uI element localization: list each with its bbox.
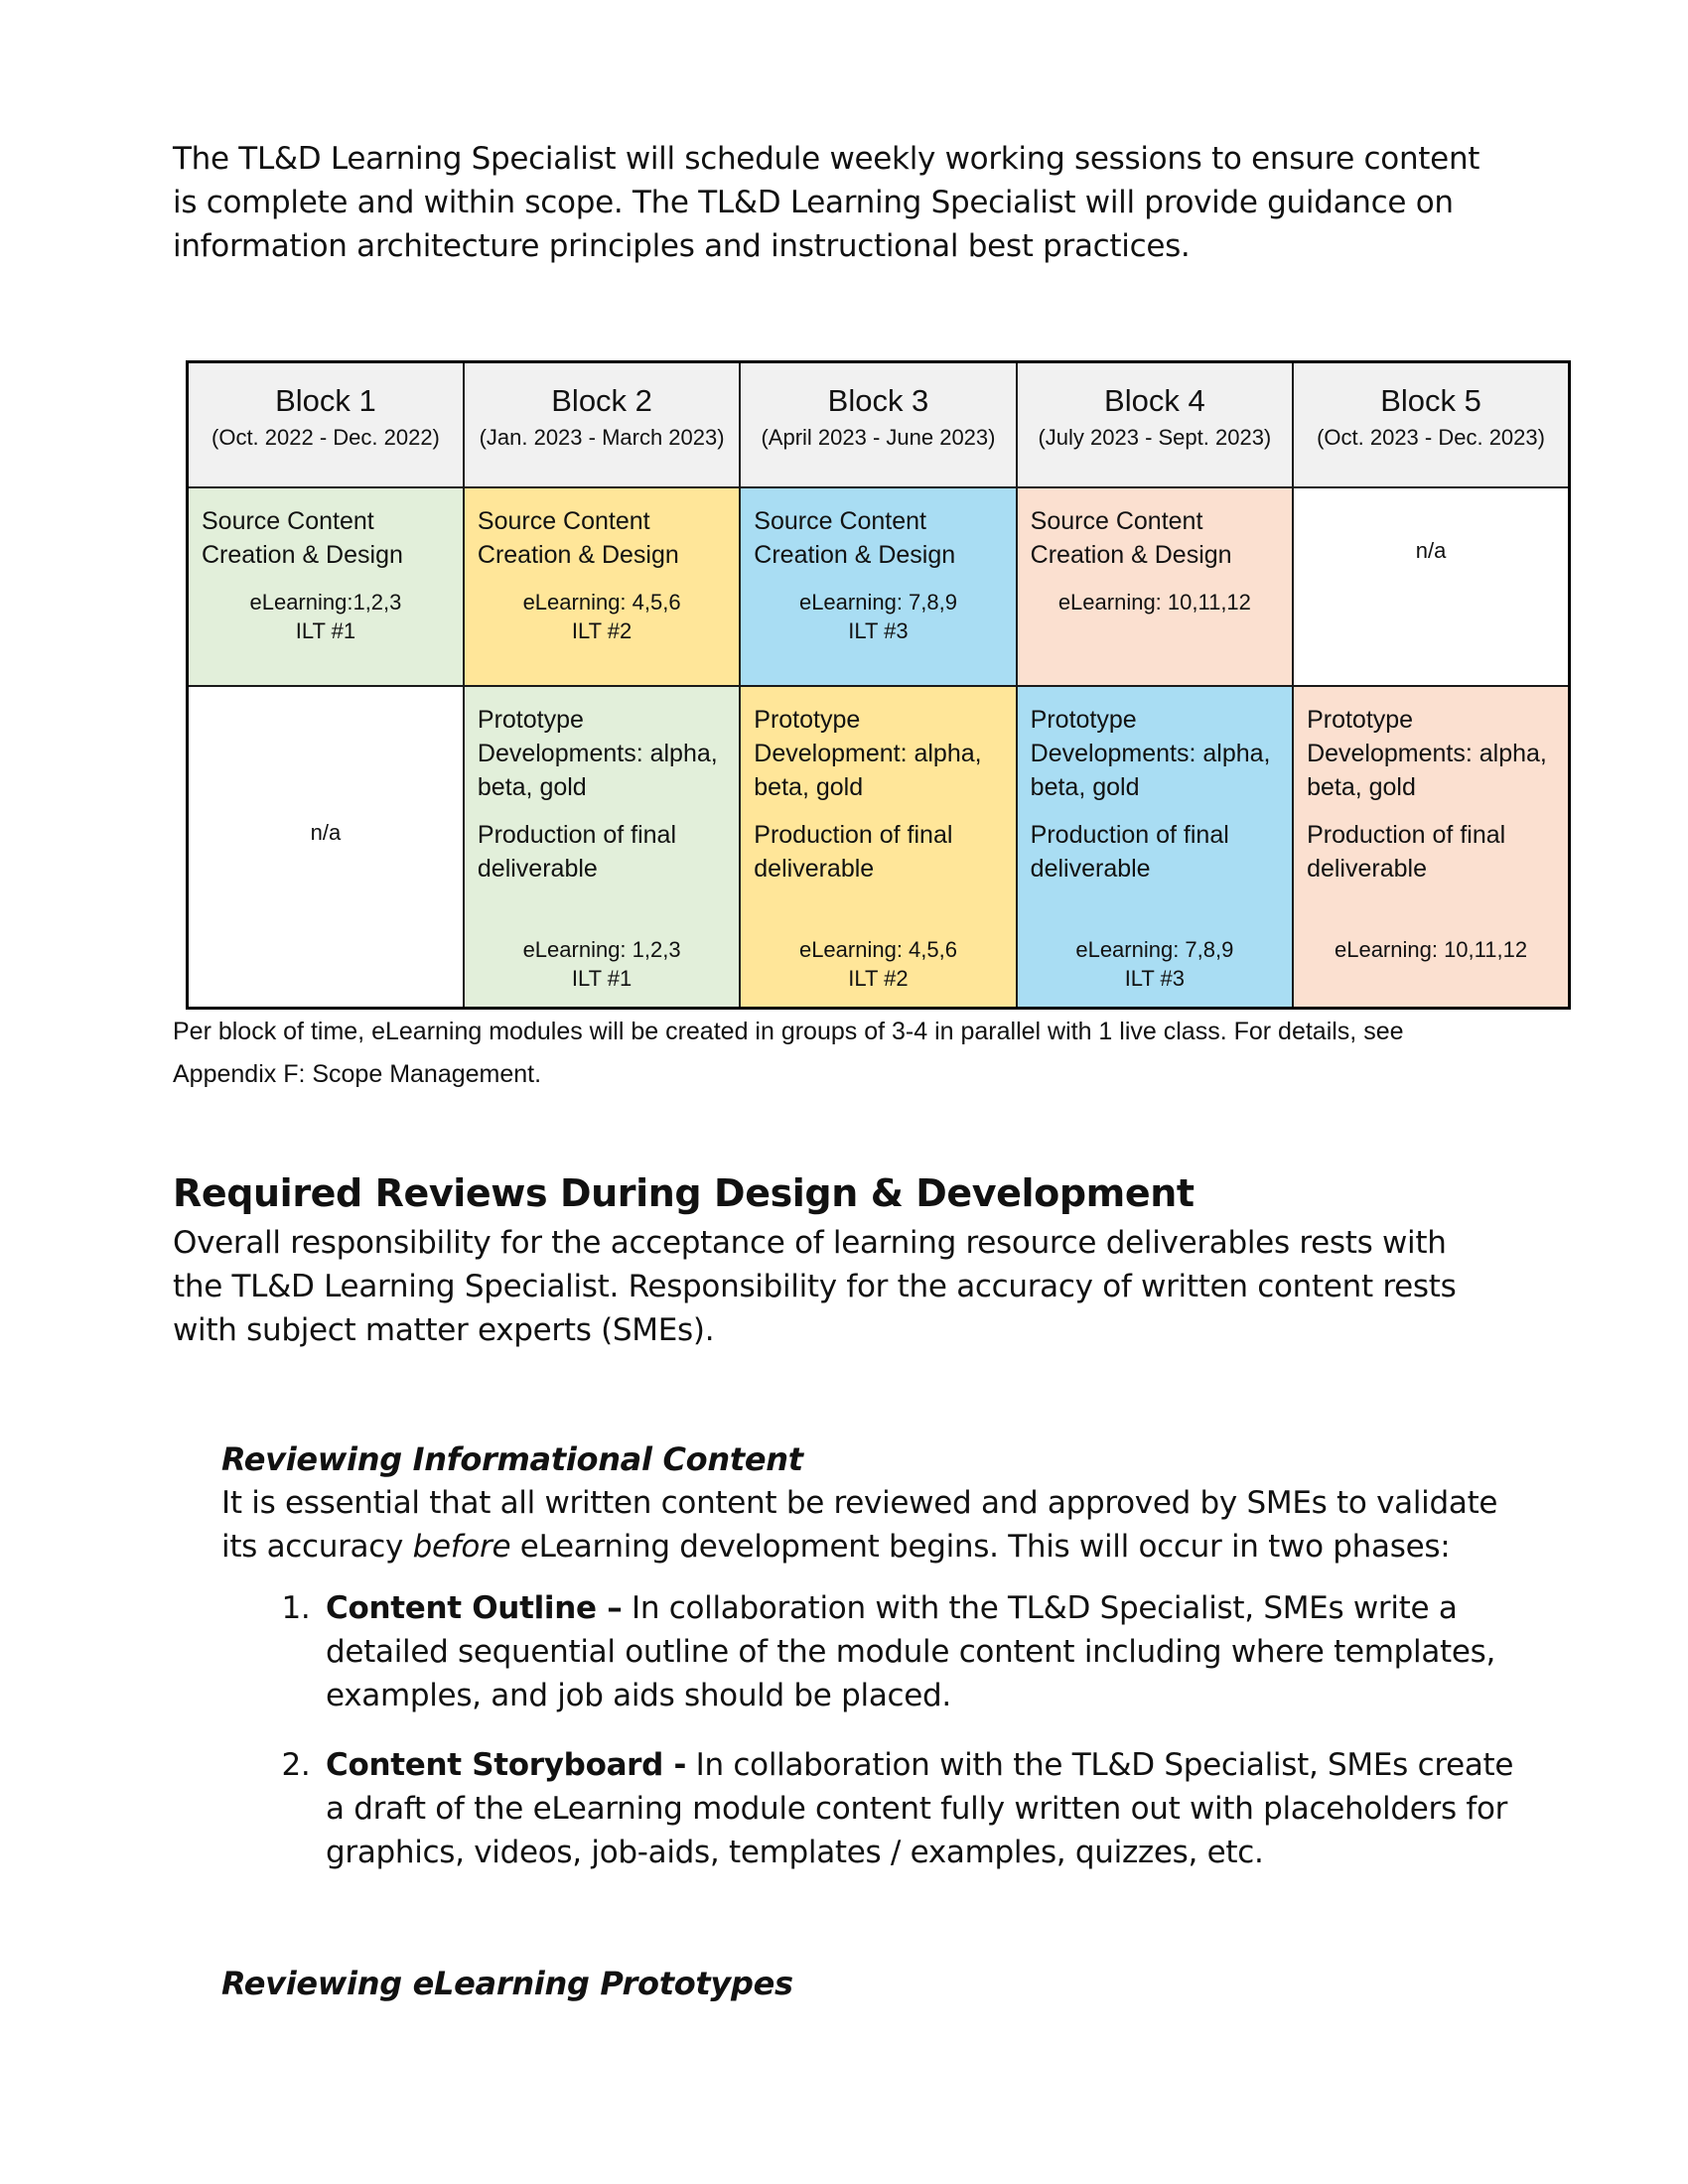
table-caption: Per block of time, eLearning modules will be created in groups of 3-4 in parallel with 1 live class. For details, see Appendix F: Scope Management.: [173, 1018, 1404, 1088]
block-1-header: Block 1 (Oct. 2022 - Dec. 2022): [188, 362, 464, 488]
development-cell-block-4: Prototype Developments: alpha, beta, gold Production of final deliverable eLearning: 7,8,9 ILT #3: [1017, 686, 1293, 1009]
design-row: [188, 487, 1570, 686]
block-3-header: Block 3 (April 2023 - June 2023): [740, 362, 1016, 488]
development-cell-block-1: n/a: [188, 686, 464, 1009]
design-cell-block-3: Source Content Creation & Design eLearning: 7,8,9 ILT #3: [740, 487, 1016, 686]
development-row: [188, 686, 1570, 1009]
design-cell-block-5: n/a: [1293, 487, 1569, 686]
design-cell-block-2: Source Content Creation & Design eLearning: 4,5,6 ILT #2: [464, 487, 740, 686]
development-cell-block-5: Prototype Developments: alpha, beta, gold Production of final deliverable eLearning: 10,11,12: [1293, 686, 1569, 1009]
block-5-header: Block 5 (Oct. 2023 - Dec. 2023): [1293, 362, 1569, 488]
section-heading-required-reviews: Required Reviews During Design & Development: [173, 1171, 1195, 1215]
table-header-row: [188, 362, 1570, 488]
development-cell-block-2: Prototype Developments: alpha, beta, gold Production of final deliverable eLearning: 1,2,3 ILT #1: [464, 686, 740, 1009]
design-cell-block-1: Source Content Creation & Design eLearning:1,2,3 ILT #1: [188, 487, 464, 686]
block-4-header: Block 4 (July 2023 - Sept. 2023): [1017, 362, 1293, 488]
intro-paragraph: The TL&D Learning Specialist will schedule weekly working sessions to ensure content is complete and within scope. The TL&D Learning Specialist will provide guidance on information architecture principles and instructional best practices.: [173, 141, 1480, 264]
required-reviews-paragraph: Overall responsibility for the acceptance of learning resource deliverables rests with the TL&D Learning Specialist. Responsibility for the accuracy of written content rests with subject matter experts (SMEs).: [173, 1225, 1457, 1348]
list-item-content-storyboard: 2. Content Storyboard - In collaboration with the TL&D Specialist, SMEs create a draft of the eLearning module content fully written out with placeholders for graphics, videos, job-aids, templates / examples, quizzes, etc.: [320, 1743, 1541, 1874]
list-item-content-outline: 1. Content Outline – In collaboration with the TL&D Specialist, SMEs write a detailed sequential outline of the module content including where templates, examples, and job aids should be placed.: [320, 1586, 1541, 1717]
block-2-header: Block 2 (Jan. 2023 - March 2023): [464, 362, 740, 488]
informational-content-paragraph: It is essential that all written content be reviewed and approved by SMEs to validate its accuracy before eLearning development begins. This will occur in two phases:: [221, 1485, 1498, 1565]
subheading-informational-content: Reviewing Informational Content: [221, 1440, 803, 1478]
block-schedule-table: [186, 360, 1571, 1010]
review-phases-list: [268, 1586, 1541, 1900]
development-cell-block-3: Prototype Development: alpha, beta, gold Production of final deliverable eLearning: 4,5,6 ILT #2: [740, 686, 1016, 1009]
design-cell-block-4: Source Content Creation & Design eLearning: 10,11,12: [1017, 487, 1293, 686]
subheading-elearning-prototypes: Reviewing eLearning Prototypes: [221, 1965, 793, 2002]
